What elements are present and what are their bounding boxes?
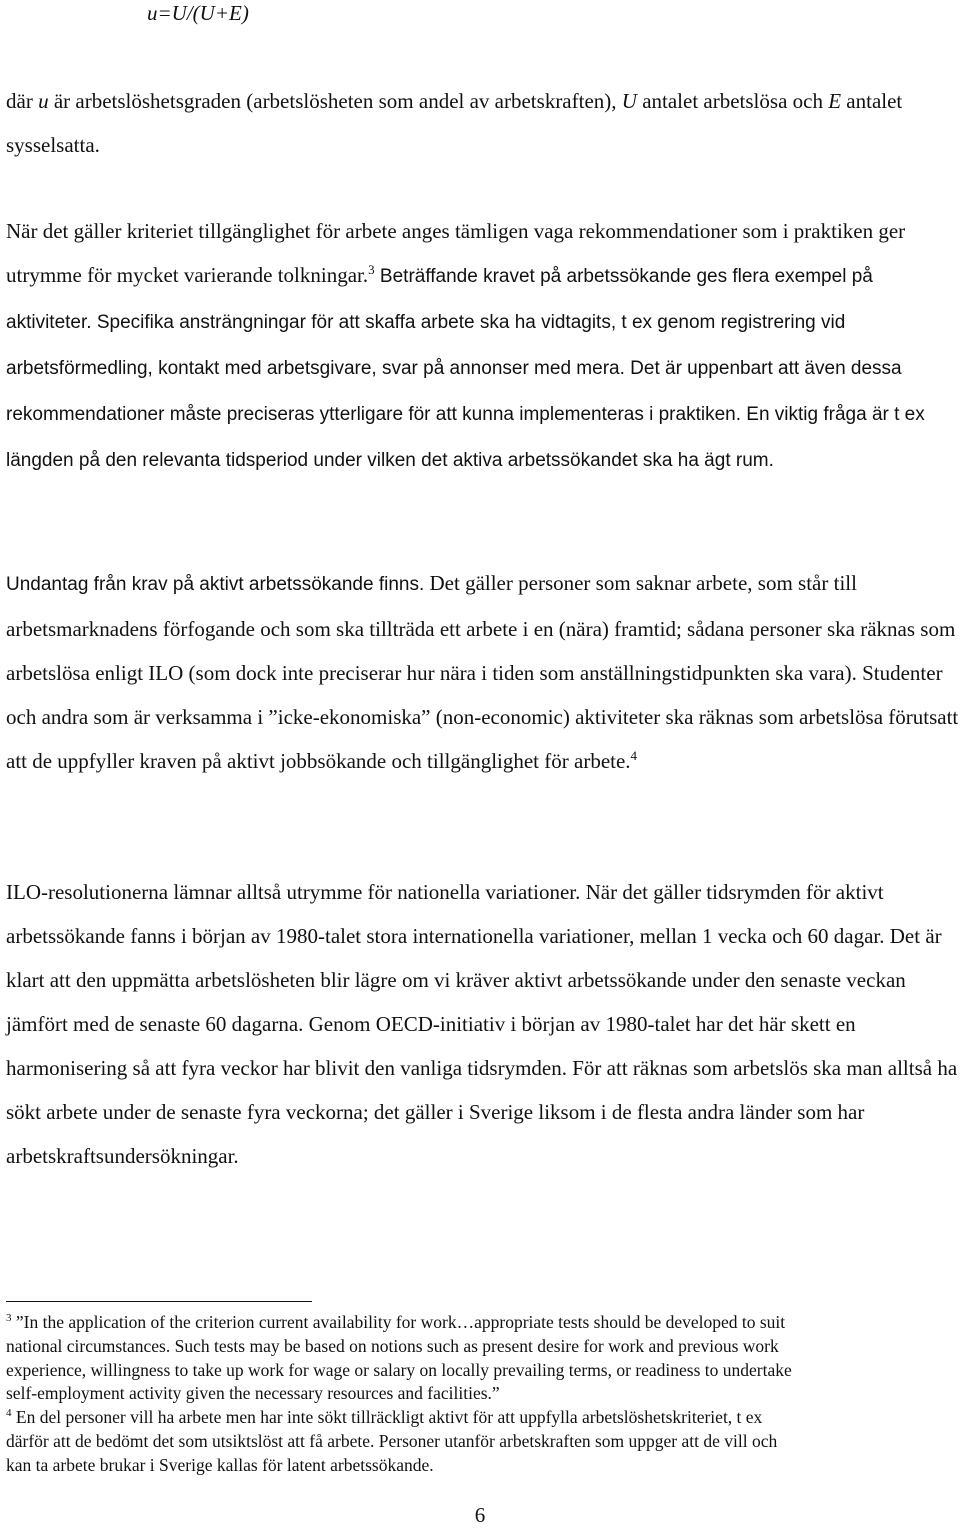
footnote-ref-3[interactable]: 3	[368, 262, 375, 277]
footnote-line: $^4$ En del personer vill ha arbete men har inte sökt tillräckligt aktivt för att uppfylla arbetslöshetskriteriet, t ex	[6, 1407, 763, 1428]
paragraph-text: En viktig fråga är t ex längden på den relevanta tidsperiod under vilken det aktiva arbetssökandet ska ha ägt rum.	[6, 404, 925, 471]
paragraph-text: Specifika ansträngningar för att skaffa arbete ska ha vidtagits, t ex genom registrering vid arbetsförmedling, kontakt med arbetsgivare, svar på annonser med mera.	[6, 312, 846, 379]
footnote-ref-4[interactable]: 4	[630, 748, 638, 763]
paragraph-text: Det gäller personer som saknar arbete, som står till arbetsmarknadens förfogande och som ska tillträda ett arbete i en (nära) framtid; sådana personer ska räknas som arbetslösa enligt ILO (som dock inte preciserar hur nära i tiden som anställningstidpunkten ska vara).	[6, 571, 956, 685]
footnote-3	[6, 1311, 960, 1406]
paragraph-exceptions	[6, 561, 960, 783]
variable-E: E	[828, 89, 842, 113]
footnote-separator	[6, 1301, 312, 1302]
footnotes	[6, 1311, 960, 1478]
footnote-number: 3	[6, 1312, 12, 1325]
paragraph-text: antalet arbetslösa och	[636, 89, 829, 113]
footnote-line: self-employment activity given the necessary resources and facilities.”	[6, 1383, 500, 1404]
paragraph-text: Det är uppenbart att även dessa rekommendationer måste preciseras ytterligare för att kunna implementeras i praktiken.	[6, 358, 902, 425]
page-number: 6	[474, 1503, 486, 1527]
paragraph-text: Beträffande kravet på arbetssökande ges flera exempel på aktiviteter.	[6, 266, 873, 333]
footnote-line: national circumstances. Such tests may be based on notions such as present desire for work and previous work	[6, 1335, 779, 1356]
paragraph-availability	[6, 209, 960, 483]
footnote-line: experience, willingness to take up work for wage or salary on locally prevailing terms, or readiness to undertake	[6, 1359, 792, 1380]
paragraph-text: där	[6, 89, 39, 113]
footnote-number: 4	[6, 1407, 12, 1420]
paragraph-text: När det gäller kriteriet tillgänglighet för arbete anges tämligen vaga rekommendationer som i praktiken ger utrymme för mycket varierande tolkningar.	[6, 219, 906, 287]
paragraph-definition	[6, 79, 960, 167]
paragraph-text: är arbetslöshetsgraden (arbetslösheten som andel av arbetskraften),	[48, 89, 622, 113]
footnote-line: kan ta arbete brukar i Sverige kallas för latent arbetssökande.	[6, 1454, 434, 1475]
footnote-4	[6, 1406, 960, 1477]
formula: u=U/(U+E)	[147, 1, 249, 25]
paragraph-variations: ILO-resolutionerna lämnar alltså utrymme för nationella variationer. När det gäller tidsrymden för aktivt arbetssökande fanns i början av 1980-talet stora internationella variationer, mellan 1 vecka och 60 dagar. Det är klart att den uppmätta arbetslösheten blir lägre om vi kräver aktivt arbetssökande under den senaste veckan jämfört med de senaste 60 dagarna. Genom OECD-initiativ i början av 1980-talet har det här skett en harmonisering så att fyra veckor har blivit den vanliga tidsrymden. För att räknas som arbetslös ska man alltså ha sökt arbete under de senaste fyra veckorna; det gäller i Sverige liksom i de flesta andra länder som har arbetskraftsundersökningar.	[6, 880, 958, 1168]
variable-u: u	[38, 89, 49, 113]
paragraph-text: antalet sysselsatta.	[6, 89, 903, 157]
paragraph-text: Undantag från krav på aktivt arbetssökande finns.	[6, 574, 425, 595]
footnote-line: därför att de bedömt det som utsiktslöst att få arbete. Personer utanför arbetskraften som uppger att de vill och	[6, 1430, 778, 1451]
paragraph-text: Studenter och andra som är verksamma i ”icke-ekonomiska” (non-economic) aktiviteter ska räknas som arbetslösa förutsatt att de uppfyller kraven på aktivt jobbsökande och tillgänglighet för arbete.	[6, 661, 959, 773]
variable-U: U	[621, 89, 637, 113]
footnote-line: $^3$ ”In the application of the criterion current availability for work…appropriate tests should be developed to suit	[6, 1312, 786, 1332]
